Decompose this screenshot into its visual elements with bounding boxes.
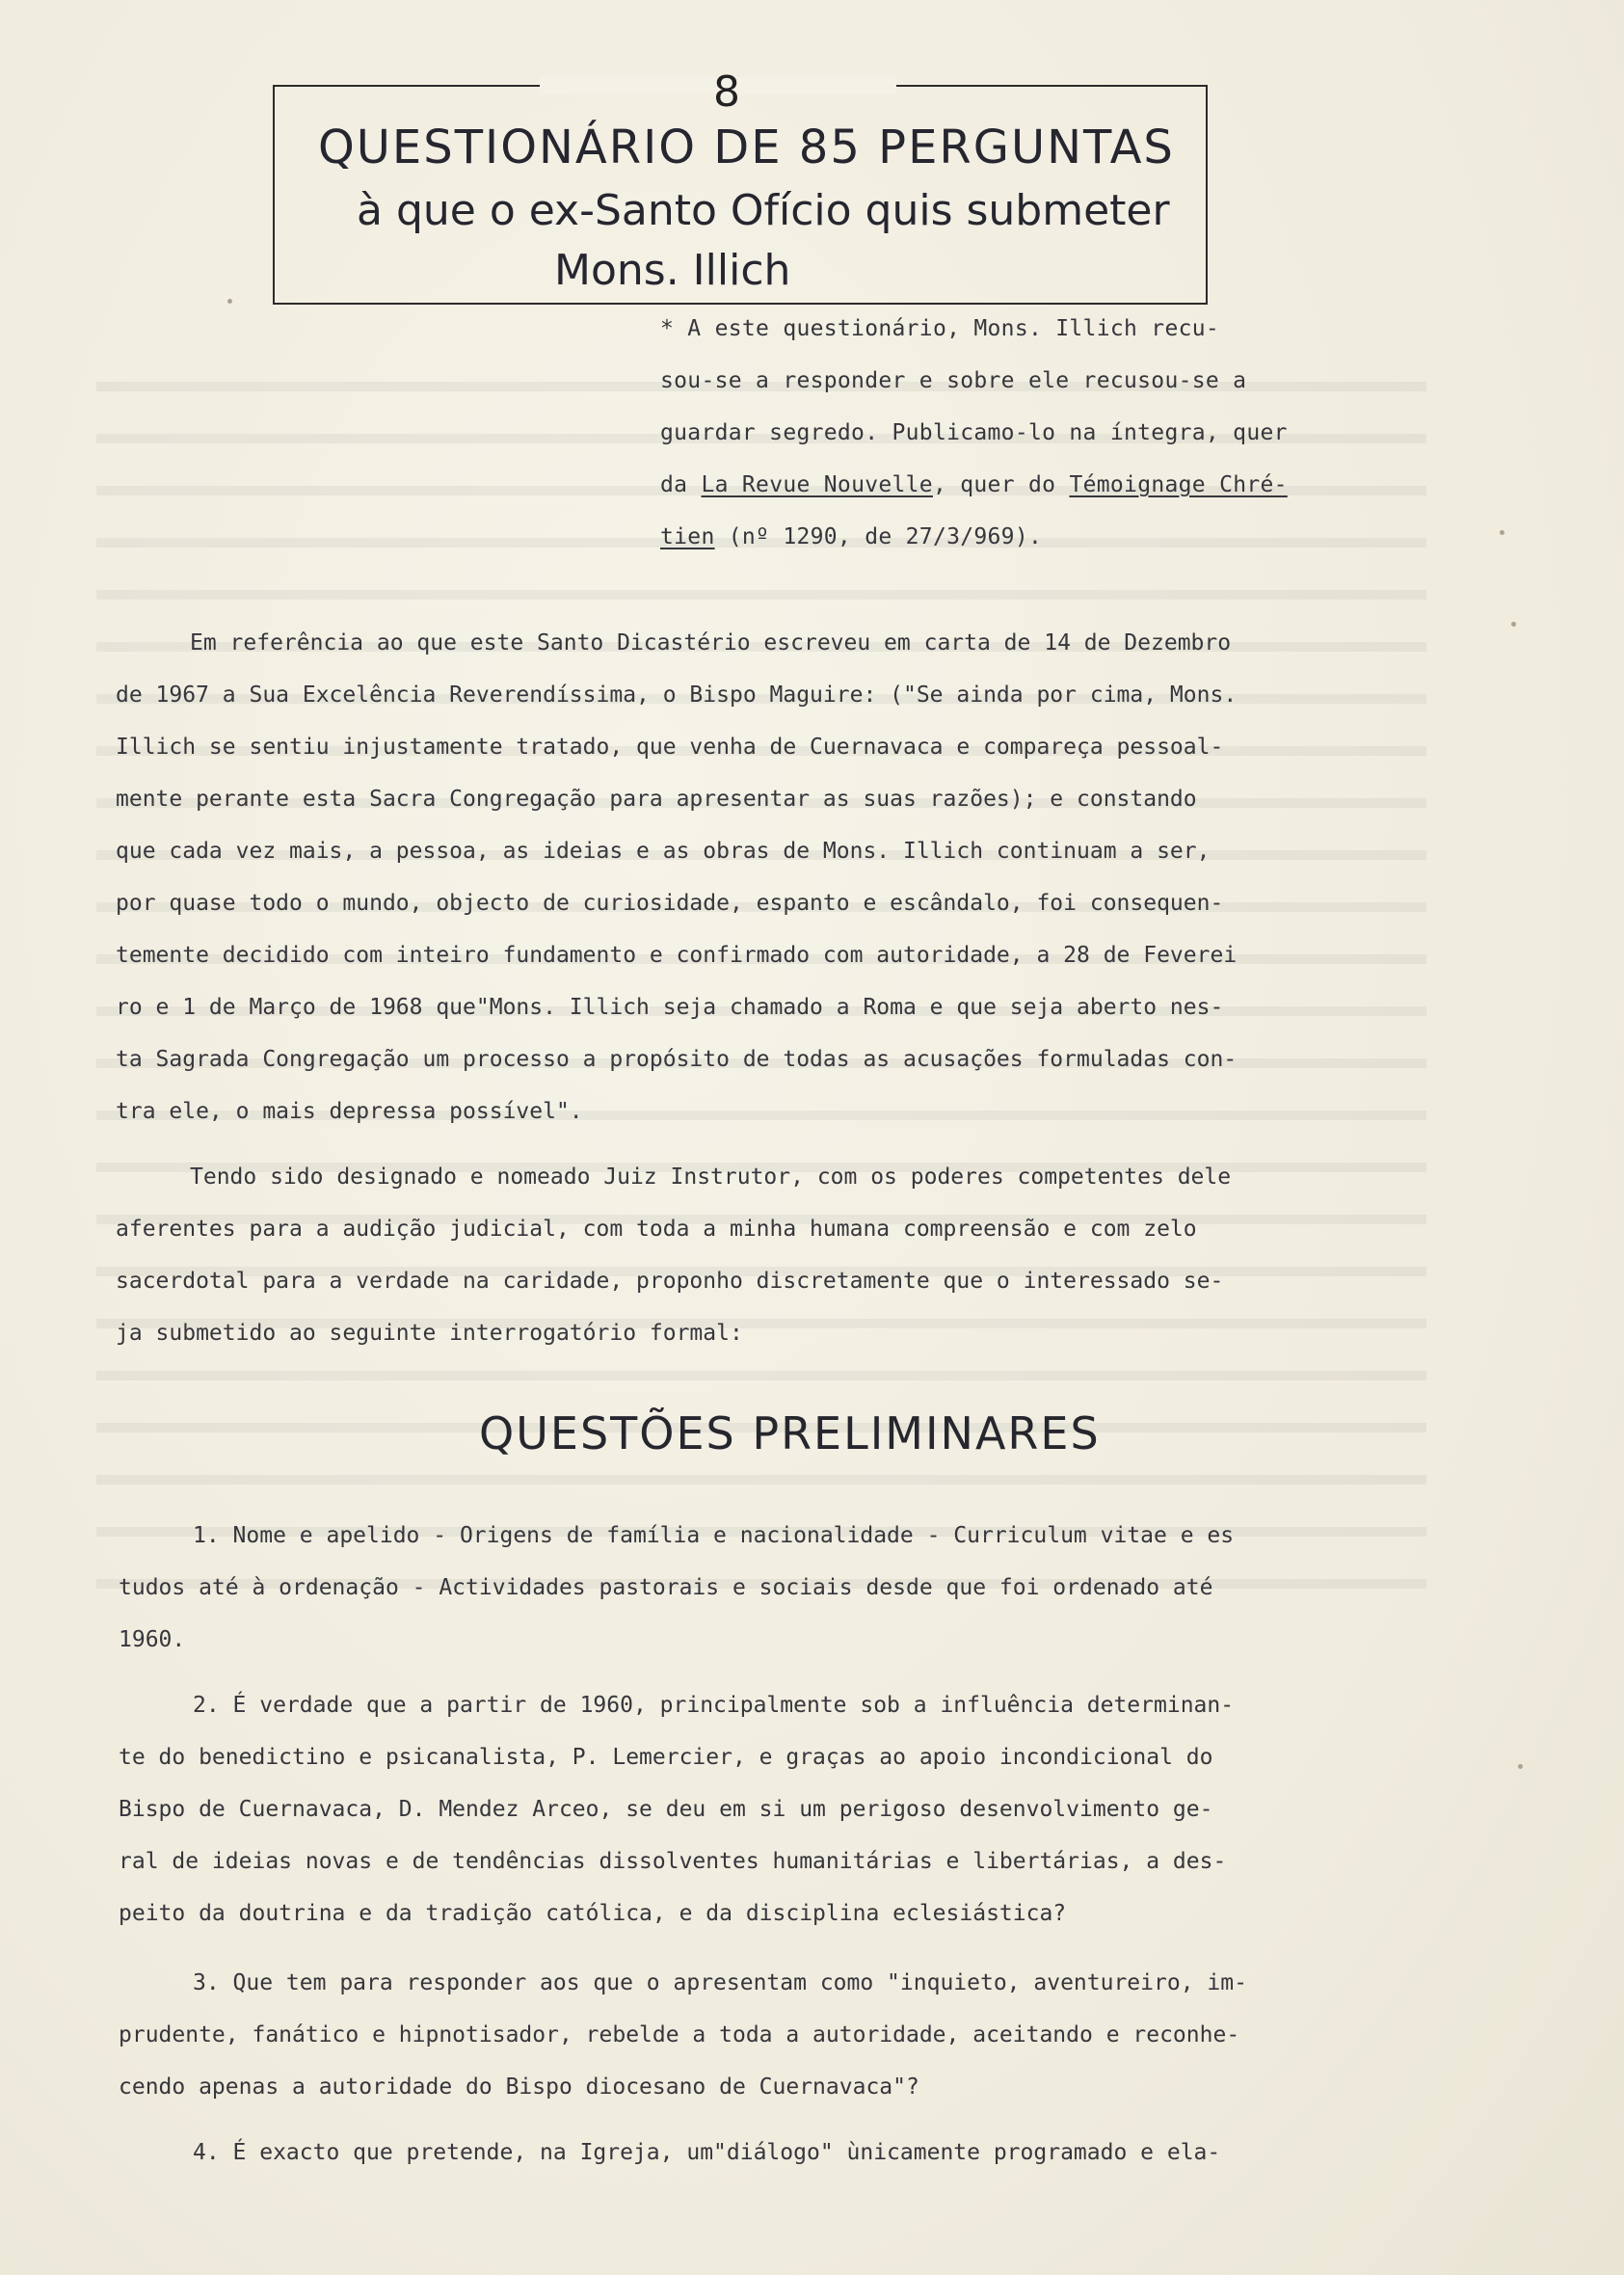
question-line: ral de ideias novas e de tendências dissolventes humanitárias e libertárias, a des- [119, 1849, 1227, 1874]
question-line: cendo apenas a autoridade do Bispo diocesano de Cuernavaca"? [119, 2074, 919, 2100]
paragraph-line: sacerdotal para a verdade na caridade, proponho discretamente que o interessado se- [116, 1269, 1224, 1294]
note-line [660, 472, 1288, 497]
publication-name: La Revue Nouvelle [701, 472, 933, 497]
note-line: sou-se a responder e sobre ele recusou-se a [660, 368, 1247, 393]
paragraph-line: temente decidido com inteiro fundamento e confirmado com autoridade, a 28 de Feverei [116, 943, 1238, 968]
paragraph-line: que cada vez mais, a pessoa, as ideias e as obras de Mons. Illich continuam a ser, [116, 839, 1211, 864]
question-line: Bispo de Cuernavaca, D. Mendez Arceo, se deu em si um perigoso desenvolvimento ge- [119, 1797, 1213, 1822]
paragraph-line: por quase todo o mundo, objecto de curiosidade, espanto e escândalo, foi consequen- [116, 891, 1224, 916]
question-line: tudos até à ordenação - Actividades pastorais e sociais desde que foi ordenado até [119, 1575, 1213, 1600]
question-line: 4. É exacto que pretende, na Igreja, um"diálogo" ùnicamente programado e ela- [193, 2140, 1221, 2165]
note-text: da [660, 472, 702, 497]
paper-speck [227, 299, 232, 304]
question-line: prudente, fanático e hipnotisador, rebelde a toda a autoridade, aceitando e reconhe- [119, 2022, 1240, 2048]
paragraph-line: de 1967 a Sua Excelência Reverendíssima, o Bispo Maguire: ("Se ainda por cima, Mons. [116, 682, 1238, 708]
paragraph-line: Illich se sentiu injustamente tratado, que venha de Cuernavaca e compareça pessoal- [116, 735, 1224, 760]
paragraph-line: Tendo sido designado e nomeado Juiz Instrutor, com os poderes competentes dele [190, 1164, 1232, 1190]
paper-speck [1511, 622, 1516, 627]
paper-speck [1518, 1764, 1523, 1769]
paragraph-line: ta Sagrada Congregação um processo a propósito de todas as acusações formuladas con- [116, 1047, 1238, 1072]
publication-name: tien [660, 524, 715, 549]
note-line: * A este questionário, Mons. Illich recu- [660, 316, 1220, 341]
question-line: 3. Que tem para responder aos que o apresentam como "inquieto, aventureiro, im- [193, 1970, 1247, 1995]
header-title: QUESTIONÁRIO DE 85 PERGUNTAS [318, 120, 1175, 174]
question-line: 1960. [119, 1627, 186, 1652]
note-line: guardar segredo. Publicamo-lo na íntegra, quer [660, 420, 1288, 445]
section-title: QUESTÕES PRELIMINARES [479, 1407, 1101, 1459]
note-text: , quer do [932, 472, 1070, 497]
paragraph-line: tra ele, o mais depressa possível". [116, 1099, 583, 1124]
question-line: peito da doutrina e da tradição católica, e da disciplina eclesiástica? [119, 1901, 1067, 1926]
publication-name: Témoignage Chré- [1069, 472, 1288, 497]
paragraph-line: ja submetido ao seguinte interrogatório formal: [116, 1321, 743, 1346]
paper-speck [1500, 530, 1504, 535]
paragraph-line: aferentes para a audição judicial, com toda a minha humana compreensão e com zelo [116, 1217, 1197, 1242]
note-text: (nº 1290, de 27/3/969). [714, 524, 1043, 549]
header-subtitle-line-2: Mons. Illich [554, 246, 791, 295]
page-number: 8 [713, 67, 740, 117]
question-line: 2. É verdade que a partir de 1960, principalmente sob a influência determinan- [193, 1693, 1235, 1718]
header-subtitle-line-1: à que o ex-Santo Ofício quis submeter [357, 186, 1170, 235]
paragraph-line: Em referência ao que este Santo Dicastério escreveu em carta de 14 de Dezembro [190, 630, 1232, 656]
question-line: 1. Nome e apelido - Origens de família e nacionalidade - Curriculum vitae e es [193, 1523, 1235, 1548]
note-line [660, 524, 1042, 549]
paragraph-line: ro e 1 de Março de 1968 que"Mons. Illich seja chamado a Roma e que seja aberto nes- [116, 995, 1224, 1020]
paragraph-line: mente perante esta Sacra Congregação para apresentar as suas razões); e constando [116, 787, 1197, 812]
question-line: te do benedictino e psicanalista, P. Lemercier, e graças ao apoio incondicional do [119, 1745, 1213, 1770]
